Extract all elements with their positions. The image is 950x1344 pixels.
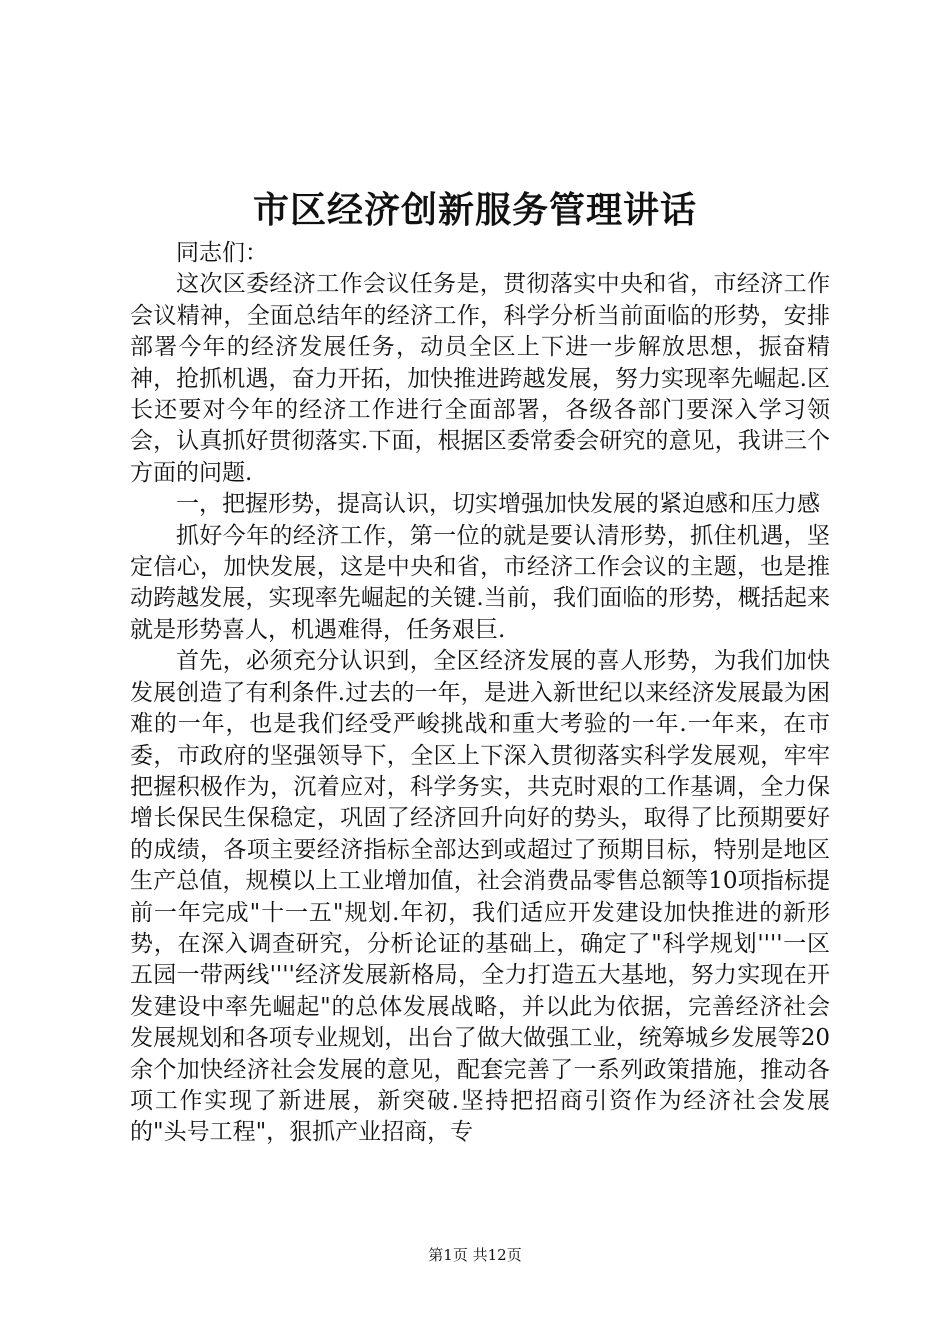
- body-paragraph: 这次区委经济工作会议任务是，贯彻落实中央和省，市经济工作会议精神，全面总结年的经济工作，科学分析当前面临的形势，安排部署今年的经济发展任务，动员全区上下进一步解放思想，振奋精神，抢抓机遇，奋力开拓，加快推进跨越发展，努力实现率先崛起.区长还要对今年的经济工作进行全面部署，各级各部门要深入学习领会，认真抓好贯彻落实.下面，根据区委常委会研究的意见，我讲三个方面的问题.: [130, 271, 830, 486]
- document-body: [130, 238, 830, 1149]
- document-title: 市区经济创新服务管理讲话: [252, 189, 697, 231]
- salutation-paragraph: 同志们：: [176, 240, 268, 266]
- section-heading-paragraph: 一，把握形势，提高认识，切实增强加快发展的紧迫感和压力感: [176, 491, 820, 518]
- body-paragraph: 抓好今年的经济工作，第一位的就是要认清形势，抓住机遇，坚定信心，加快发展，这是中央和省，市经济工作会议的主题，也是推动跨越发展，实现率先崛起的关键.当前，我们面临的形势，概括起来就是形势喜人，机遇难得，任务艰巨.: [130, 522, 830, 643]
- page-number-footer: 第1页 共12页: [428, 1246, 522, 1264]
- body-paragraph: 首先，必须充分认识到，全区经济发展的喜人形势，为我们加快发展创造了有利条件.过去的一年，是进入新世纪以来经济发展最为困难的一年，也是我们经受严峻挑战和重大考验的一年.一年来，在市委，市政府的坚强领导下，全区上下深入贯彻落实科学发展观，牢牢把握积极作为，沉着应对，科学务实，共克时艰的工作基调，全力保增长保民生保稳定，巩固了经济回升向好的势头，取得了比预期要好的成绩，各项主要经济指标全部达到或超过了预期目标，特别是地区生产总值，规模以上工业增加值，社会消费品零售总额等10项指标提前一年完成"十一五"规划.年初，我们适应开发建设加快推进的新形势，在深入调查研究，分析论证的基础上，确定了"科学规划''''一区五园一带两线''''经济发展新格局，全力打造五大基地，努力实现在开发建设中率先崛起"的总体发展战略，并以此为依据，完善经济社会发展规划和各项专业规划，出台了做大做强工业，统筹城乡发展等20余个加快经济社会发展的意见，配套完善了一系列政策措施，推动各项工作实现了新进展，新突破.坚持把招商引资作为经济社会发展的"头号工程"，狠抓产业招商，专: [130, 648, 830, 1146]
